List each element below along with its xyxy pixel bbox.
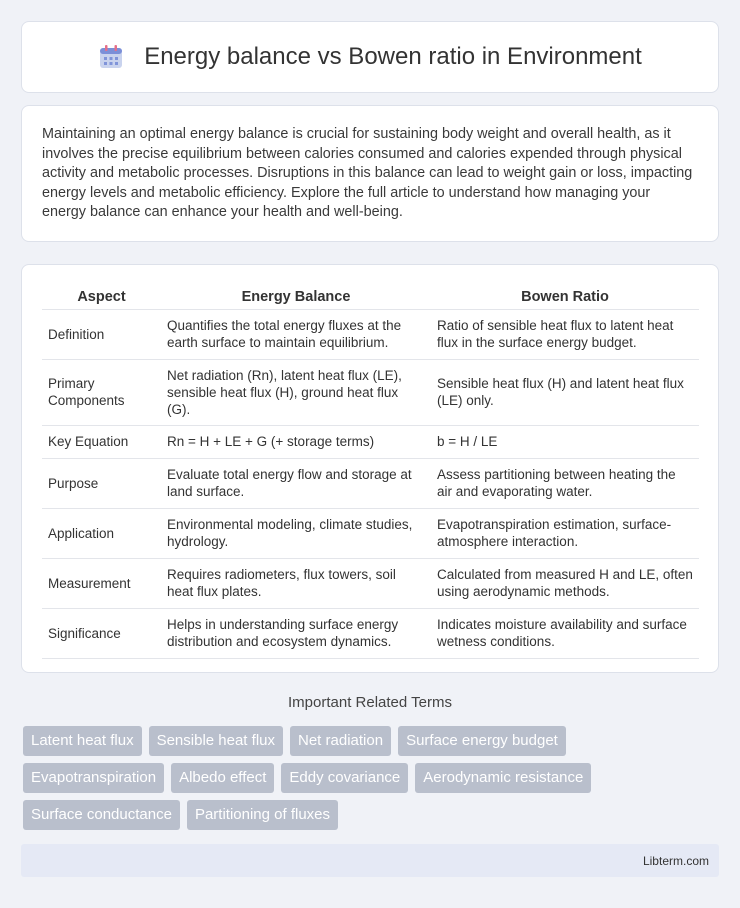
bowen-ratio-cell: Assess partitioning between heating the air and evaporating water. bbox=[431, 458, 699, 508]
comparison-card bbox=[21, 264, 719, 673]
aspect-cell: Key Equation bbox=[42, 425, 161, 458]
intro-card bbox=[21, 105, 719, 242]
header-aspect: Aspect bbox=[42, 285, 161, 309]
aspect-cell: Measurement bbox=[42, 558, 161, 608]
tag-row bbox=[23, 726, 723, 756]
tag-row bbox=[23, 800, 723, 830]
table-row bbox=[42, 508, 699, 558]
bowen-ratio-cell: b = H / LE bbox=[431, 425, 699, 458]
table-row bbox=[42, 425, 699, 458]
energy-balance-cell: Helps in understanding surface energy distribution and ecosystem dynamics. bbox=[161, 608, 431, 658]
table-row bbox=[42, 458, 699, 508]
tag-eddy-covariance[interactable]: Eddy covariance bbox=[281, 763, 408, 793]
tag-albedo-effect[interactable]: Albedo effect bbox=[171, 763, 274, 793]
calendar-icon bbox=[98, 44, 124, 70]
aspect-cell: Purpose bbox=[42, 458, 161, 508]
footer-site-link[interactable]: Libterm.com bbox=[642, 853, 709, 868]
tag-surface-energy-budget[interactable]: Surface energy budget bbox=[398, 726, 566, 756]
page-title: Energy balance vs Bowen ratio in Environment bbox=[144, 43, 642, 70]
tag-aerodynamic-resistance[interactable]: Aerodynamic resistance bbox=[415, 763, 591, 793]
bowen-ratio-cell: Sensible heat flux (H) and latent heat flux (LE) only. bbox=[431, 359, 699, 425]
table-row bbox=[42, 309, 699, 359]
aspect-cell: Significance bbox=[42, 608, 161, 658]
title-card bbox=[21, 21, 719, 93]
aspect-cell: Definition bbox=[42, 309, 161, 359]
related-terms-tags bbox=[23, 726, 723, 837]
energy-balance-cell: Quantifies the total energy fluxes at the earth surface to maintain equilibrium. bbox=[161, 309, 431, 359]
tag-row bbox=[23, 763, 723, 793]
energy-balance-cell: Environmental modeling, climate studies, hydrology. bbox=[161, 508, 431, 558]
energy-balance-cell: Requires radiometers, flux towers, soil heat flux plates. bbox=[161, 558, 431, 608]
aspect-cell: Primary Components bbox=[42, 359, 161, 425]
title-wrap bbox=[98, 43, 642, 71]
tag-sensible-heat-flux[interactable]: Sensible heat flux bbox=[149, 726, 283, 756]
energy-balance-cell: Net radiation (Rn), latent heat flux (LE), sensible heat flux (H), ground heat flux (G). bbox=[161, 359, 431, 425]
footer bbox=[21, 844, 719, 877]
table-row bbox=[42, 608, 699, 658]
tag-partitioning-of-fluxes[interactable]: Partitioning of fluxes bbox=[187, 800, 338, 830]
tag-surface-conductance[interactable]: Surface conductance bbox=[23, 800, 180, 830]
table-row bbox=[42, 359, 699, 425]
tag-net-radiation[interactable]: Net radiation bbox=[290, 726, 391, 756]
bowen-ratio-cell: Ratio of sensible heat flux to latent heat flux in the surface energy budget. bbox=[431, 309, 699, 359]
intro-text: Maintaining an optimal energy balance is crucial for sustaining body weight and overall health, as it involves the precise equilibrium between calories consumed and calories expended through physical activity and metabolic processes. Disruptions in this balance can lead to weight gain or loss, impacting energy levels and metabolic efficiency. Explore the full article to understand how managing your energy balance can enhance your health and well-being. bbox=[42, 126, 693, 221]
bowen-ratio-cell: Calculated from measured H and LE, often using aerodynamic methods. bbox=[431, 558, 699, 608]
header-bowen-ratio: Bowen Ratio bbox=[431, 285, 699, 309]
comparison-table bbox=[42, 285, 699, 659]
table-row bbox=[42, 558, 699, 608]
table-header-row bbox=[42, 285, 699, 309]
tag-latent-heat-flux[interactable]: Latent heat flux bbox=[23, 726, 142, 756]
bowen-ratio-cell: Evapotranspiration estimation, surface-atmosphere interaction. bbox=[431, 508, 699, 558]
header-energy-balance: Energy Balance bbox=[161, 285, 431, 309]
tag-evapotranspiration[interactable]: Evapotranspiration bbox=[23, 763, 164, 793]
aspect-cell: Application bbox=[42, 508, 161, 558]
bowen-ratio-cell: Indicates moisture availability and surface wetness conditions. bbox=[431, 608, 699, 658]
related-terms-title: Important Related Terms bbox=[288, 694, 452, 711]
energy-balance-cell: Rn = H + LE + G (+ storage terms) bbox=[161, 425, 431, 458]
energy-balance-cell: Evaluate total energy flow and storage at land surface. bbox=[161, 458, 431, 508]
